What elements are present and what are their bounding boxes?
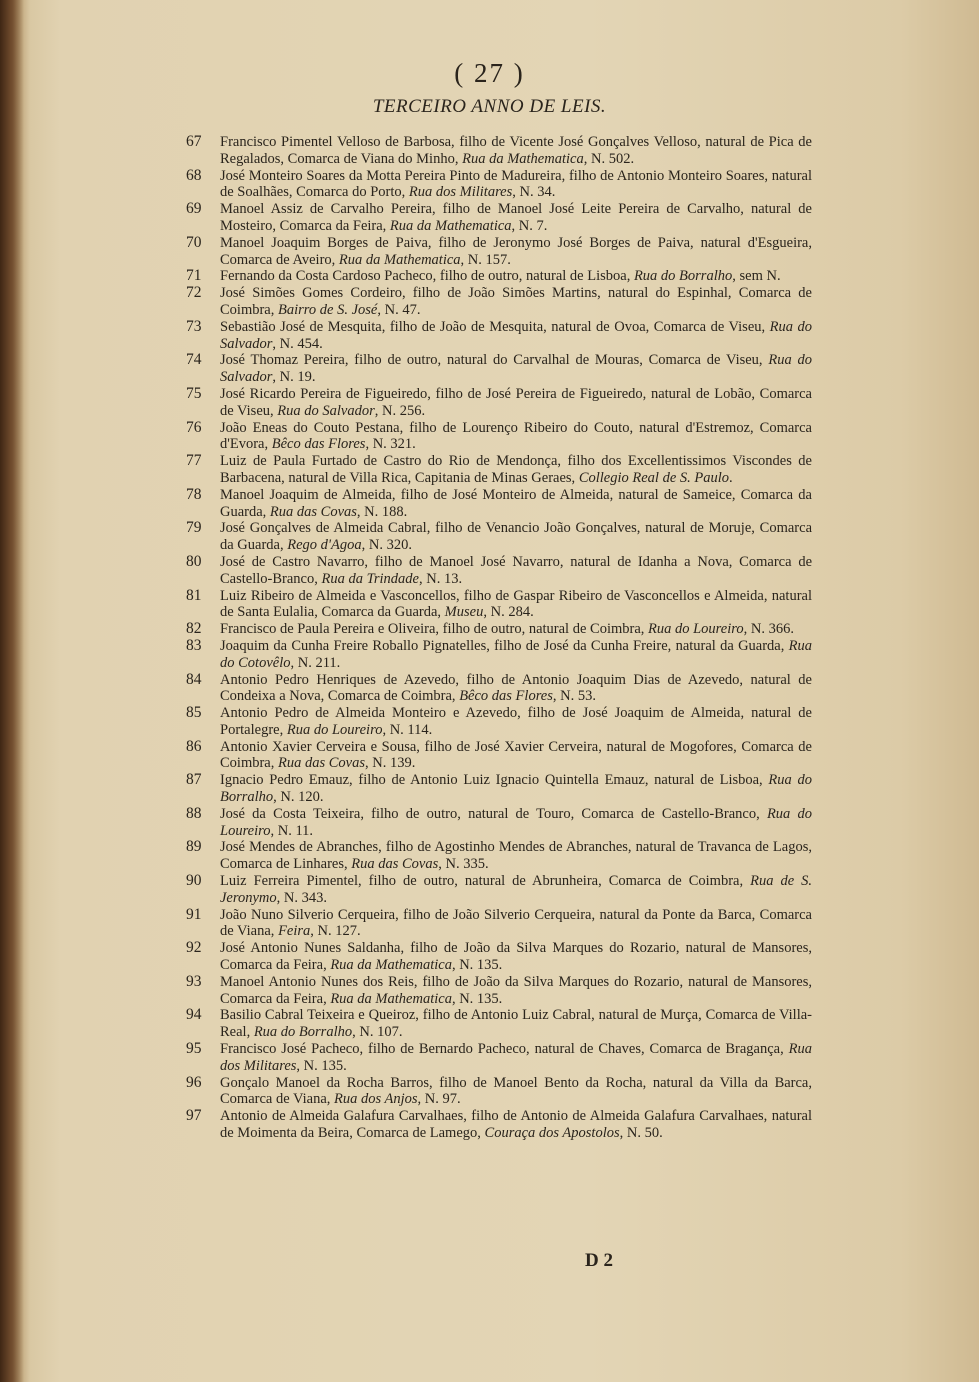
list-item bbox=[182, 268, 812, 285]
entry-street: Rua dos Militares bbox=[408, 184, 513, 201]
list-item bbox=[182, 285, 812, 319]
entry-street: Museu bbox=[444, 604, 484, 621]
entry-street: Rua do Borralho bbox=[633, 268, 733, 285]
entry-number: 73 bbox=[186, 317, 202, 335]
entry-text: João Eneas do Couto Pestana, filho de Lourenço Ribeiro do Couto, natural d'Estremoz, Comarca d'Evora, bbox=[220, 419, 812, 453]
entry-house-number: , N. 114. bbox=[382, 721, 433, 738]
entry-house-number: , N. 13. bbox=[418, 570, 463, 587]
entry-house-number: , N. 120. bbox=[273, 789, 324, 806]
entry-number: 78 bbox=[186, 485, 202, 503]
list-item bbox=[182, 487, 812, 521]
entry-number: 77 bbox=[186, 452, 202, 470]
entry-street: Rua dos Militares bbox=[220, 1041, 812, 1074]
entry-number: 90 bbox=[186, 872, 202, 890]
entry-house-number: , N. 321. bbox=[365, 436, 416, 453]
entry-street: Rua do Salvador bbox=[220, 318, 813, 352]
entry-street: Rua das Covas bbox=[269, 503, 357, 520]
entry-number: 71 bbox=[186, 267, 202, 285]
list-item bbox=[182, 554, 812, 588]
entry-text: José Simões Gomes Cordeiro, filho de João Simões Martins, natural do Espinhal, Comarca de Coimbra, bbox=[220, 285, 812, 318]
entry-number: 79 bbox=[186, 519, 202, 537]
entry-number: 83 bbox=[186, 636, 202, 654]
entry-number: 84 bbox=[186, 670, 202, 688]
entry-house-number: , N. 284. bbox=[483, 604, 534, 621]
entry-street: Rua do Salvador bbox=[277, 402, 375, 419]
entry-number: 88 bbox=[186, 804, 202, 822]
list-item bbox=[182, 1041, 812, 1075]
entry-text: José de Castro Navarro, filho de Manoel José Navarro, natural de Idanha a Nova, Comarca de Castello-Branco, bbox=[220, 553, 812, 587]
entry-text: Manoel Joaquim de Almeida, filho de José Monteiro de Almeida, natural de Sameice, Comarca da Guarda, bbox=[220, 486, 812, 520]
list-item bbox=[182, 168, 812, 202]
entry-street: Feira bbox=[278, 923, 311, 940]
entry-text: Antonio de Almeida Galafura Carvalhaes, filho de Antonio de Almeida Galafura Carvalhaes, natural de Moimenta da Beira, Comarca de Lamego, bbox=[220, 1108, 812, 1142]
entry-house-number: , N. 19. bbox=[272, 369, 316, 386]
entry-street: Rua do Loureiro bbox=[286, 721, 383, 738]
entry-house-number: , N. 107. bbox=[352, 1024, 403, 1041]
entry-street: Rego d'Agoa bbox=[287, 537, 362, 554]
entry-number: 93 bbox=[186, 972, 202, 990]
entry-house-number: , N. 135. bbox=[451, 957, 503, 974]
entry-number: 97 bbox=[186, 1107, 202, 1125]
entry-street: Rua da Mathematica bbox=[338, 251, 461, 268]
entry-text: Joaquim da Cunha Freire Roballo Pignatelles, filho de José da Cunha Freire, natural da Guarda, bbox=[220, 637, 789, 654]
list-item bbox=[182, 235, 812, 269]
entry-number: 76 bbox=[186, 418, 202, 436]
entry-street: Rua da Mathematica bbox=[330, 990, 452, 1007]
entry-house-number: , N. 97. bbox=[417, 1091, 461, 1108]
entry-house-number: , N. 256. bbox=[374, 402, 426, 419]
entry-house-number: , N. 335. bbox=[438, 856, 489, 873]
entry-number: 89 bbox=[186, 838, 202, 856]
entry-street: Rua dos Anjos bbox=[334, 1091, 418, 1108]
entry-text: Antonio Pedro Henriques de Azevedo, filho de Antonio Joaquim Dias de Azevedo, natural de Condeixa a Nova, Comarca de Coimbra, bbox=[220, 671, 812, 705]
list-item bbox=[182, 1108, 812, 1142]
entry-number: 96 bbox=[186, 1073, 202, 1091]
entry-street: Rua do Borralho bbox=[220, 772, 812, 806]
entry-street: Rua do Salvador bbox=[220, 352, 813, 386]
entry-street: Rua da Mathematica bbox=[330, 957, 452, 974]
entry-text: Gonçalo Manoel da Rocha Barros, filho de Manoel Bento da Rocha, natural da Villa da Barca, Comarca de Viana, bbox=[220, 1074, 812, 1108]
entry-text: José da Costa Teixeira, filho de outro, natural de Touro, Comarca de Castello-Branco, bbox=[220, 805, 767, 822]
entry-text: Antonio Pedro de Almeida Monteiro e Azevedo, filho de José Joaquim de Almeida, natural de Portalegre, bbox=[220, 705, 812, 738]
entry-street: Rua da Mathematica bbox=[462, 150, 584, 167]
list-item bbox=[182, 621, 812, 638]
entry-house-number: , N. 366. bbox=[743, 621, 794, 638]
entry-number: 94 bbox=[186, 1006, 202, 1024]
entry-text: José Monteiro Soares da Motta Pereira Pinto de Madureira, filho de Antonio Monteiro Soares, natural de Soalhães, Comarca do Porto, bbox=[220, 167, 812, 201]
list-item bbox=[182, 974, 812, 1008]
entry-text: Basilio Cabral Teixeira e Queiroz, filho de Antonio Luiz Cabral, natural de Murça, Comarca de Villa-Real, bbox=[220, 1007, 812, 1041]
entry-street: Rua das Covas bbox=[351, 856, 439, 873]
binding-gutter bbox=[0, 0, 24, 1382]
list-item bbox=[182, 1007, 812, 1041]
entry-text: Francisco José Pacheco, filho de Bernardo Pacheco, natural de Chaves, Comarca de Bragança, bbox=[220, 1041, 789, 1058]
entry-number: 91 bbox=[186, 905, 202, 923]
list-item bbox=[182, 1075, 812, 1109]
entry-number: 75 bbox=[186, 384, 202, 402]
entry-number: 86 bbox=[186, 737, 202, 755]
list-item bbox=[182, 772, 812, 806]
entry-number: 67 bbox=[186, 133, 202, 150]
list-item bbox=[182, 134, 812, 168]
entry-street: Couraça dos Apostolos bbox=[484, 1125, 620, 1142]
list-item bbox=[182, 705, 812, 739]
entry-house-number: , N. 47. bbox=[377, 301, 421, 318]
entry-street: Rua da Trindade bbox=[321, 570, 419, 587]
entry-text: Manoel Joaquim Borges de Paiva, filho de Jeronymo José Borges de Paiva, natural d'Esgueira, Comarca de Aveiro, bbox=[220, 234, 812, 268]
list-item bbox=[182, 520, 812, 554]
list-item bbox=[182, 672, 812, 706]
entry-house-number: , N. 188. bbox=[356, 503, 408, 520]
entry-text: Manoel Assiz de Carvalho Pereira, filho de Manoel José Leite Pereira de Carvalho, natural de Mosteiro, Comarca da Feira, bbox=[220, 201, 812, 234]
list-item bbox=[182, 386, 812, 420]
entry-text: Sebastião José de Mesquita, filho de João de Mesquita, natural de Ovoa, Comarca de Viseu, bbox=[220, 318, 770, 335]
entry-street: Bairro de S. José bbox=[278, 301, 378, 318]
entry-text: João Nuno Silverio Cerqueira, filho de João Silverio Cerqueira, natural da Ponte da Barca, Comarca de Viana, bbox=[220, 906, 812, 940]
entry-street: Rua de S. Jeronymo bbox=[220, 873, 813, 906]
entry-house-number: , N. 502. bbox=[583, 150, 635, 167]
entry-street: Bêco das Flores bbox=[271, 436, 366, 453]
entry-house-number: , N. 135. bbox=[296, 1057, 347, 1074]
list-item bbox=[182, 588, 812, 622]
entry-house-number: , N. 454. bbox=[272, 335, 323, 352]
entry-number: 72 bbox=[186, 284, 202, 302]
entry-number: 85 bbox=[186, 704, 202, 722]
entry-text: Antonio Xavier Cerveira e Sousa, filho de José Xavier Cerveira, natural de Mogofores, Comarca de Coimbra, bbox=[220, 738, 812, 772]
list-item bbox=[182, 319, 812, 353]
entry-house-number: , N. 11. bbox=[270, 822, 314, 839]
entry-text: Francisco Pimentel Velloso de Barbosa, filho de Vicente José Gonçalves Velloso, natural de Pica de Regalados, Comarca de Viana do Minho, bbox=[220, 134, 812, 167]
entry-number: 92 bbox=[186, 939, 202, 957]
entry-house-number: , N. 34. bbox=[512, 184, 556, 201]
entry-house-number: , N. 127. bbox=[310, 923, 361, 940]
entry-number: 70 bbox=[186, 233, 202, 251]
entry-text: Luiz Ferreira Pimentel, filho de outro, natural de Abrunheira, Comarca de Coimbra, bbox=[220, 873, 751, 890]
list-item bbox=[182, 739, 812, 773]
list-item bbox=[182, 352, 812, 386]
list-item bbox=[182, 940, 812, 974]
entry-text: Luiz Ribeiro de Almeida e Vasconcellos, filho de Gaspar Ribeiro de Vasconcellos e Almeida, natural de Santa Eulalia, Comarca da Guarda, bbox=[220, 587, 812, 621]
entry-number: 80 bbox=[186, 552, 202, 570]
entry-house-number: , N. 211. bbox=[290, 654, 341, 671]
entry-street: Rua do Cotovêlo bbox=[220, 637, 812, 671]
entry-text: Francisco de Paula Pereira e Oliveira, filho de outro, natural de Coimbra, bbox=[220, 621, 649, 638]
entry-number: 82 bbox=[186, 620, 202, 638]
entry-house-number: , N. 320. bbox=[361, 537, 412, 554]
list-item bbox=[182, 806, 812, 840]
running-head: TERCEIRO ANNO DE LEIS. bbox=[372, 96, 607, 117]
entry-street: Rua do Borralho bbox=[253, 1024, 353, 1041]
entry-text: Fernando da Costa Cardoso Pacheco, filho de outro, natural de Lisboa, bbox=[220, 268, 634, 285]
entry-number: 87 bbox=[186, 771, 202, 789]
list-item bbox=[182, 201, 812, 235]
entry-street: Rua da Mathematica bbox=[389, 217, 512, 234]
entry-house-number: , N. 53. bbox=[552, 688, 596, 705]
entry-house-number: , sem N. bbox=[732, 268, 781, 285]
entry-house-number: , N. 139. bbox=[365, 755, 416, 772]
page-number: ( 27 ) bbox=[454, 58, 525, 88]
list-item bbox=[182, 873, 812, 907]
entry-text: José Antonio Nunes Saldanha, filho de João da Silva Marques do Rozario, natural de Mansores, Comarca da Feira, bbox=[220, 940, 812, 974]
entry-number: 68 bbox=[186, 166, 202, 184]
entry-street: Rua do Loureiro bbox=[648, 621, 744, 638]
entry-text: Ignacio Pedro Emauz, filho de Antonio Luiz Ignacio Quintella Emauz, natural de Lisboa, bbox=[220, 772, 769, 789]
student-list bbox=[182, 134, 812, 1142]
entry-house-number: , N. 157. bbox=[460, 251, 511, 268]
entry-house-number: , N. 50. bbox=[619, 1125, 663, 1142]
entry-street: Rua das Covas bbox=[278, 755, 365, 772]
entry-number: 81 bbox=[186, 586, 202, 604]
entry-number: 74 bbox=[186, 351, 202, 369]
entry-street: Collegio Real de S. Paulo bbox=[578, 469, 730, 486]
list-item bbox=[182, 420, 812, 454]
entry-number: 95 bbox=[186, 1040, 202, 1058]
entry-house-number: . bbox=[729, 469, 733, 486]
entry-street: Rua do Loureiro bbox=[220, 805, 813, 839]
list-item bbox=[182, 839, 812, 873]
entry-text: Manoel Antonio Nunes dos Reis, filho de João da Silva Marques do Rozario, natural de Mansores, Comarca da Feira, bbox=[220, 973, 812, 1007]
signature-mark: D 2 bbox=[585, 1250, 613, 1271]
list-item bbox=[182, 453, 812, 487]
list-item bbox=[182, 638, 812, 672]
entry-text: Luiz de Paula Furtado de Castro do Rio de Mendonça, filho dos Excellentissimos Viscondes de Barbacena, natural de Villa Rica, Capitania de Minas Geraes, bbox=[220, 453, 812, 486]
entry-text: José Gonçalves de Almeida Cabral, filho de Venancio João Gonçalves, natural de Moruje, Comarca da Guarda, bbox=[220, 520, 812, 554]
list-item bbox=[182, 907, 812, 941]
entry-house-number: , N. 135. bbox=[451, 990, 503, 1007]
entry-text: José Thomaz Pereira, filho de outro, natural do Carvalhal de Mouras, Comarca de Viseu, bbox=[220, 352, 769, 369]
entry-house-number: , N. 343. bbox=[276, 889, 327, 906]
entry-text: José Ricardo Pereira de Figueiredo, filho de José Pereira de Figueiredo, natural de Lobão, Comarca de Viseu, bbox=[220, 385, 812, 419]
entry-text: José Mendes de Abranches, filho de Agostinho Mendes de Abranches, natural de Travanca de Lagos, Comarca de Linhares, bbox=[220, 839, 812, 873]
entry-house-number: , N. 7. bbox=[511, 217, 548, 234]
entry-street: Bêco das Flores bbox=[459, 688, 553, 705]
entry-number: 69 bbox=[186, 200, 202, 218]
